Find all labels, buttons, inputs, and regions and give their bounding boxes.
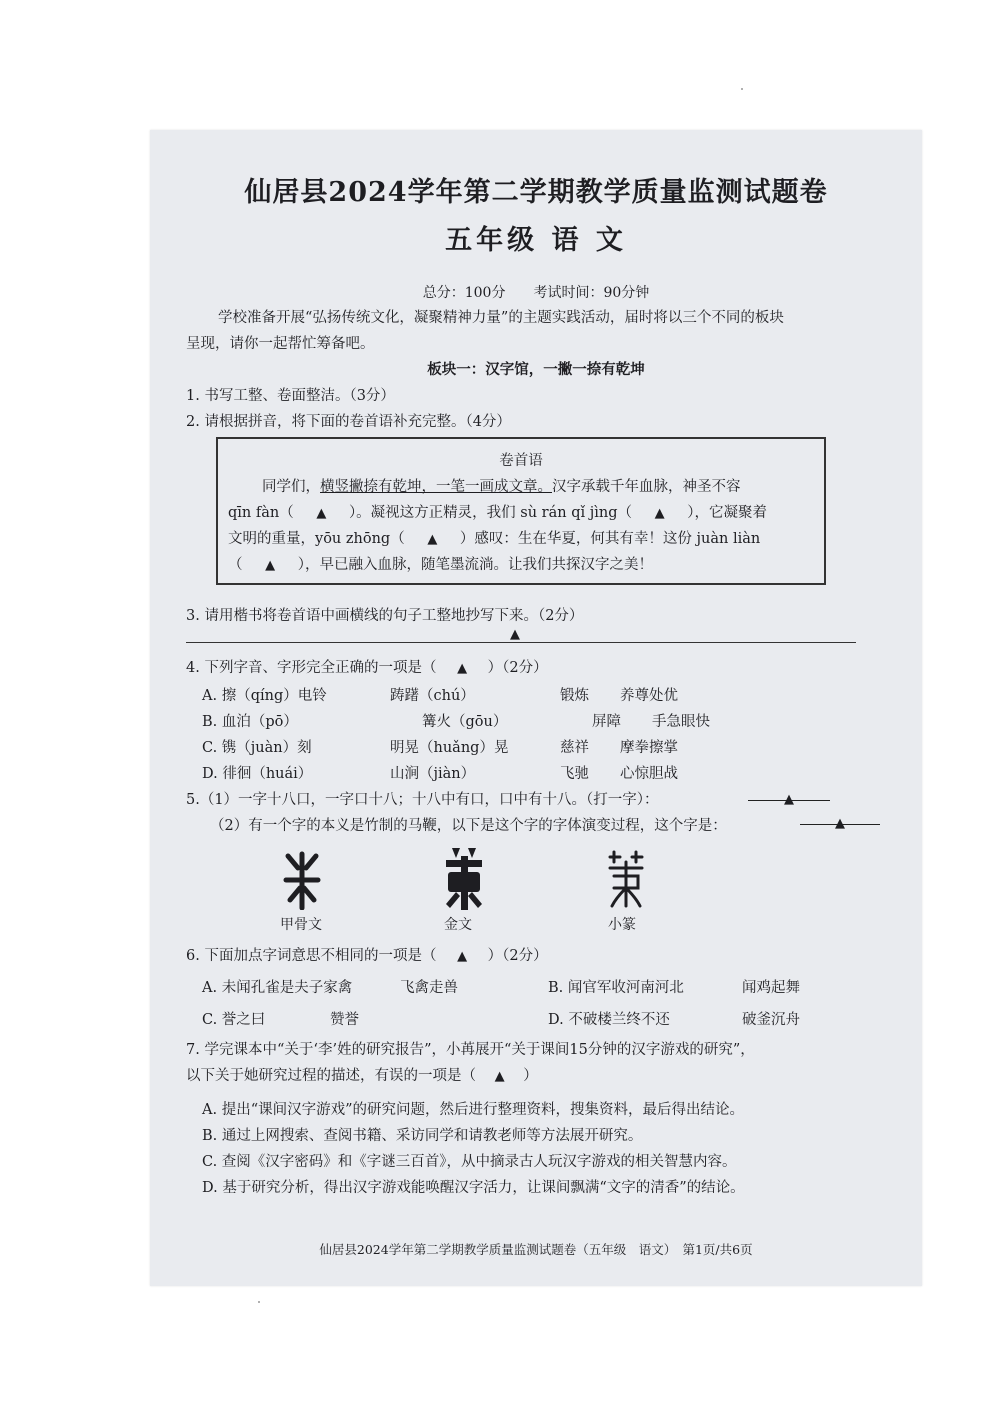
exam-meta: 总分：100分 考试时间：90分钟: [422, 285, 650, 301]
answer-blank-juanlian[interactable]: ▲: [265, 558, 276, 573]
preface-title: 卷首语: [499, 453, 543, 469]
underlined-sentence: 横竖撇捺有乾坤，一笔一画成文章。: [320, 479, 552, 495]
q7-option-d[interactable]: D. 基于研究分析，得出汉字游戏能唤醒汉字活力，让课间飘满“文字的清香”的结论。: [202, 1180, 745, 1196]
question-6-stem: 6. 下面加点字词意思不相同的一项是（ ▲ ）（2分）: [186, 948, 548, 964]
speck: [258, 1301, 260, 1303]
preface-line-1: 同学们，横竖撇捺有乾坤，一笔一画成文章。汉字承载千年血脉，神圣不容: [262, 479, 741, 495]
answer-mark-q3[interactable]: ▲: [510, 627, 520, 642]
preface-line-3: 文明的重量，yōu zhōng（ ▲ ）感叹：生在华夏，何其有幸！这份 juàn liàn: [228, 531, 761, 547]
answer-blank-suranqijing[interactable]: ▲: [654, 506, 665, 521]
question-5-part-2: （2）有一个字的本义是竹制的马鞭，以下是这个字的字体演变过程，这个字是：: [210, 818, 727, 834]
page-footer: 仙居县2024学年第二学期教学质量监测试题卷（五年级 语文） 第1页/共6页: [319, 1242, 753, 1257]
preface-box: [216, 437, 826, 585]
question-5-part-1: 5.（1）一字十八口，一字口十八；十八中有口，口中有十八。（打一字）：: [186, 792, 659, 808]
label-small-seal: 小篆: [608, 917, 636, 933]
preface-line-2: qīn fàn（ ▲ ）。凝视这方正精灵，我们 sù rán qǐ jìng（ ▲ ），它凝聚着: [228, 505, 767, 521]
answer-line-q5-1[interactable]: ▲: [748, 788, 830, 801]
small-seal-glyph: [606, 848, 646, 910]
answer-mark-q6[interactable]: ▲: [457, 949, 468, 964]
exam-subtitle: 五年级 语 文: [445, 225, 627, 256]
question-1: 1. 书写工整、卷面整洁。（3分）: [186, 388, 395, 404]
speck: [741, 88, 743, 90]
label-oracle-bone: 甲骨文: [280, 917, 322, 933]
intro-line-2: 呈现，请你一起帮忙筹备吧。: [186, 336, 375, 352]
exam-paper: 仙居县2024学年第二学期教学质量监测试题卷 五年级 语 文 总分：100分 考试时间：90分钟 学校准备开展“弘扬传统文化，凝聚精神力量”的主题实践活动，届时将以三个不同的板块 呈现，请你一起帮忙筹备吧。 板块一：汉字馆，一撇一捺有乾坤 1. 书写工整、卷面整洁。（3分） 2. 请根据拼音，将下面的卷首语补充完整。（4分） 卷首语 同学们，横竖撇捺有乾坤，一笔一画成文章。汉字承载千年血脉，神圣不容 qīn fàn（ ▲ ）。凝视这方正精灵，我们 sù rán qǐ jìng（ ▲ ），它凝聚着 文明的重量，yōu zhōng（ ▲ ）感叹：生在华夏，何其有幸！这份 juàn liàn （ ▲ ），早已融入血脉，随笔墨流淌。让我们共探汉字之美！ 3. 请用楷书将卷首语中画横线的句子工整地抄写下来。（2分） ▲ 4. 下列字音、字形完全正确的一项是（ ▲ ）（2分） A. 擦（qíng）电铃 踌躇（chú） 锻炼 养尊处优 B. 血泊（pō） 篝火（gōu） 屏障 手急眼快 C. 镌（juàn）刻 明晃（huǎng）晃 慈祥 摩拳擦掌 D. 徘徊（huái） 山涧（jiàn） 飞驰 心惊胆战 5.（1）一字十八口，一字口十八；十八中有口，口中有十八。（打一字）： ▲ （2）有一个字的本义是竹制的马鞭，以下是这个字的字体演变过程，这个字是： ▲ 甲骨文 金文 小篆 6. 下面加点字词意思不相同的一项是（ ▲ ）（2分） A. 未闻孔雀是夫子家禽 飞禽走兽 B. 闻官军收河南河北 闻鸡起舞 C. 誉之曰 赞誉 D. 不破楼兰终不还 破釜沉舟 7. 学完课本中“关于‘李’姓的研究报告”，小苒展开“关于课间15分钟的汉字游戏的研究”， 以下关于她研究过程的描述，有误的一项是（ ▲ ） A. 提出“课间汉字游戏”的研究问题，然后进行整理资料，搜集资料，最后得出结论。 B. 通过上网搜索、查阅书籍、采访同学和请教老师等方法展开研究。 C. 查阅《汉字密码》和《字谜三百首》，从中摘录古人玩汉字游戏的相关智慧内容。 D. 基于研究分析，得出汉字游戏能唤醒汉字活力，让课间飘满“文字的清香”的结论。 仙居县2024学年第二学期教学质量监测试题卷（五年级 语文） 第1页/共6页: [150, 130, 922, 1286]
question-4-stem: 4. 下列字音、字形完全正确的一项是（ ▲ ）（2分）: [186, 660, 548, 676]
q7-option-a[interactable]: A. 提出“课间汉字游戏”的研究问题，然后进行整理资料，搜集资料，最后得出结论。: [202, 1102, 745, 1118]
label-bronze-script: 金文: [444, 917, 472, 933]
bronze-script-glyph: [442, 846, 486, 912]
answer-blank-qinfan[interactable]: ▲: [316, 506, 327, 521]
q7-option-b[interactable]: B. 通过上网搜索、查阅书籍、采访同学和请教老师等方法展开研究。: [202, 1128, 643, 1144]
answer-line-q3[interactable]: [186, 642, 856, 643]
question-7-line-1: 7. 学完课本中“关于‘李’姓的研究报告”，小苒展开“关于课间15分钟的汉字游戏的研究”，: [186, 1042, 755, 1058]
preface-line-4: （ ▲ ），早已融入血脉，随笔墨流淌。让我们共探汉字之美！: [228, 557, 653, 573]
answer-blank-youzhong[interactable]: ▲: [427, 532, 438, 547]
question-2: 2. 请根据拼音，将下面的卷首语补充完整。（4分）: [186, 414, 511, 430]
answer-mark-q7[interactable]: ▲: [494, 1069, 505, 1084]
oracle-bone-glyph: [282, 850, 322, 910]
answer-line-q5-2[interactable]: ▲: [800, 812, 880, 825]
answer-mark-q4[interactable]: ▲: [457, 661, 468, 676]
intro-line-1: 学校准备开展“弘扬传统文化，凝聚精神力量”的主题实践活动，届时将以三个不同的板块: [218, 310, 784, 326]
q7-option-c[interactable]: C. 查阅《汉字密码》和《字谜三百首》，从中摘录古人玩汉字游戏的相关智慧内容。: [202, 1154, 737, 1170]
section-heading: 板块一：汉字馆，一撇一捺有乾坤: [427, 361, 645, 378]
exam-title: 仙居县2024学年第二学期教学质量监测试题卷: [244, 177, 828, 208]
question-7-line-2: 以下关于她研究过程的描述，有误的一项是（ ▲ ）: [186, 1068, 538, 1084]
question-3: 3. 请用楷书将卷首语中画横线的句子工整地抄写下来。（2分）: [186, 608, 584, 624]
